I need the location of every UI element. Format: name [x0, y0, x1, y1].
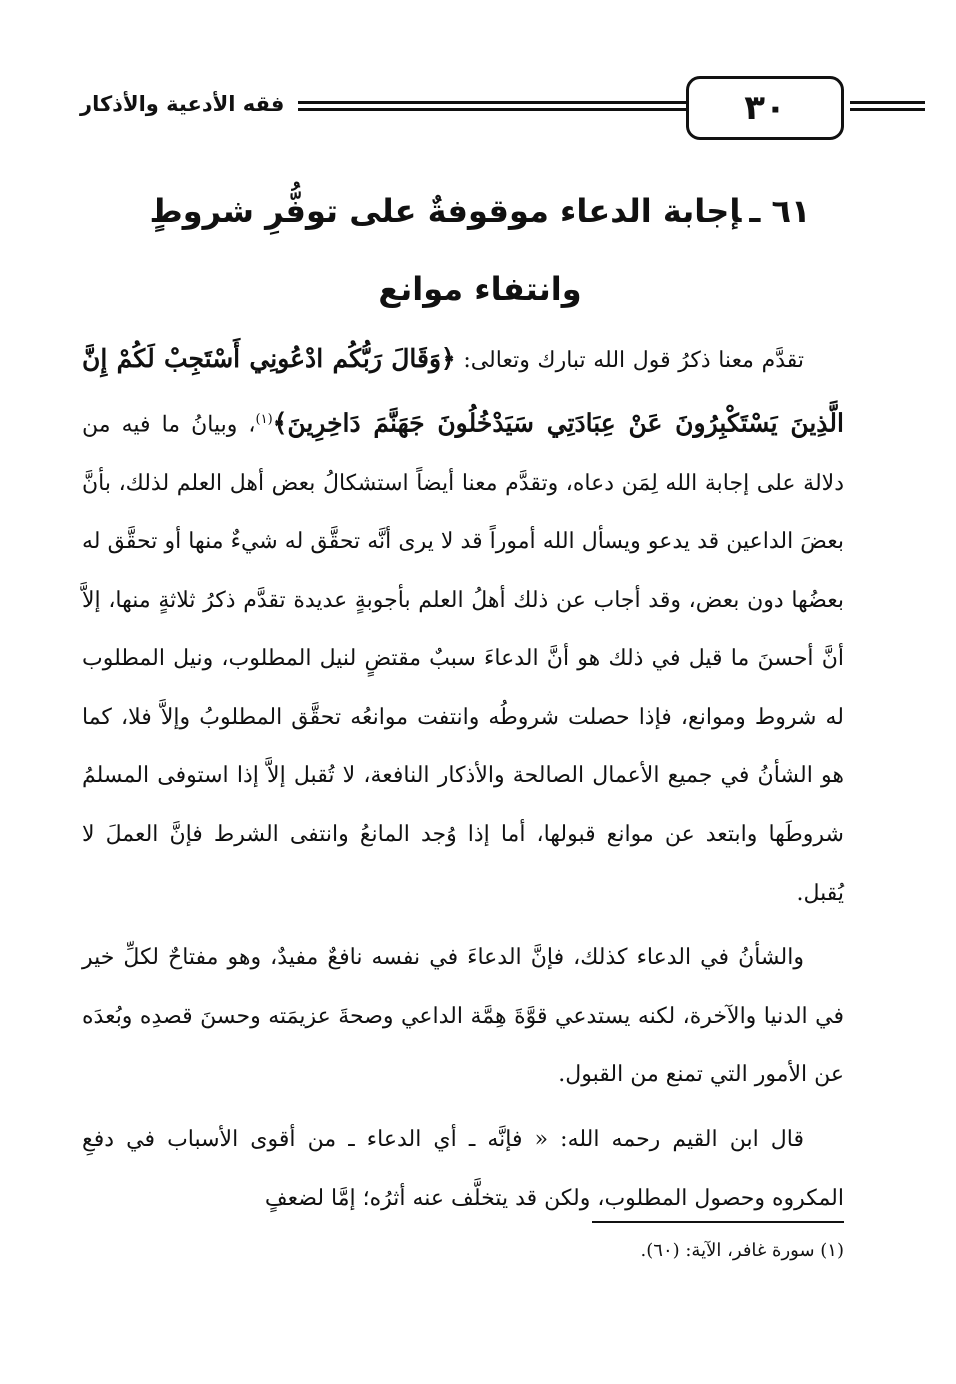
chapter-title: إجابة الدعاء موقوفةٌ على توفُّرِ شروطٍ وانتفاء موانع: [149, 192, 742, 308]
paragraph-2: والشأنُ في الدعاء كذلك، فإنَّ الدعاءَ في نفسه نافعٌ مفيدٌ، وهو مفتاحٌ لكلِّ خير في الدنيا والآخرة، لكنه يستدعي قوَّةَ هِمَّة الداعي وصحةَ عزيمَته وحسنَ قصدِه وبُعدَه عن الأمور التي تمنع من القبول.: [82, 945, 844, 1088]
chapter-heading: [100, 172, 860, 328]
running-header: [80, 72, 845, 152]
paragraph-3: قال ابن القيم رحمه الله: « فإنَّه ـ أي الدعاء ـ من أقوى الأسباب في دفعِ المكروه وحصول المطلوب، ولكن قد يتخلَّف عنه أثرُه؛ إمَّا لضعفٍ: [82, 1127, 844, 1211]
footnote: (١) سورة غافر، الآية: (٦٠).: [640, 1240, 844, 1261]
footnote-rule: [592, 1221, 844, 1223]
header-rule-right: [850, 101, 925, 111]
paragraph-1: [82, 330, 844, 923]
paragraph-1-rest: ، وبيانُ ما فيه من دلالة على إجابة الله لِمَن دعاه، وتقدَّم معنا أيضاً استشكالُ بعض أهل العلم لذلك، بأنَّ بعضَ الداعين قد يدعو ويسأل الله أموراً قد لا يرى أنَّه تحقَّق له شيءٌ منها أو تحقَّق له بعضُها دون بعض، وقد أجاب عن ذلك أهلُ العلم بأجوبةٍ عديدة تقدَّم ذكرُ ثلاثةٍ منها، إلاَّ أنَّ أحسنَ ما قيل في ذلك هو أنَّ الدعاءَ سببٌ مقتضٍ لنيل المطلوب، ونيل المطلوب له شروط وموانع، فإذا حصلت شروطُه وانتفت موانعُه تحقَّق المطلوبُ وإلاَّ فلا، كما هو الشأنُ في جميع الأعمال الصالحة والأذكار النافعة، لا تُقبل إلاَّ إذا استوفى المسلمُ شروطَها وابتعد عن موانع قبولها، أما إذا وُجد المانعُ وانتفى الشرط فإنَّ العملَ لا يُقبل.: [82, 411, 844, 906]
paragraph-1-intro: تقدَّم معنا ذكرُ قول الله تبارك وتعالى:: [463, 348, 804, 373]
footnote-reference: (١): [255, 411, 273, 427]
body-text: [82, 330, 844, 1234]
running-title: فقه الأدعية والأذكار: [80, 92, 285, 116]
page-number: ٣٠: [686, 76, 844, 140]
chapter-number: ٦١ ـ: [749, 192, 811, 230]
quran-verse: ﴿وَقَالَ رَبُّكُم ادْعُونِي أَسْتَجِبْ لَكُمْ إِنَّ الَّذِينَ يَسْتَكْبِرُونَ عَنْ عِبَادَتِي سَيَدْخُلُونَ جَهَنَّمَ دَاخِرِينَ﴾: [82, 344, 844, 437]
